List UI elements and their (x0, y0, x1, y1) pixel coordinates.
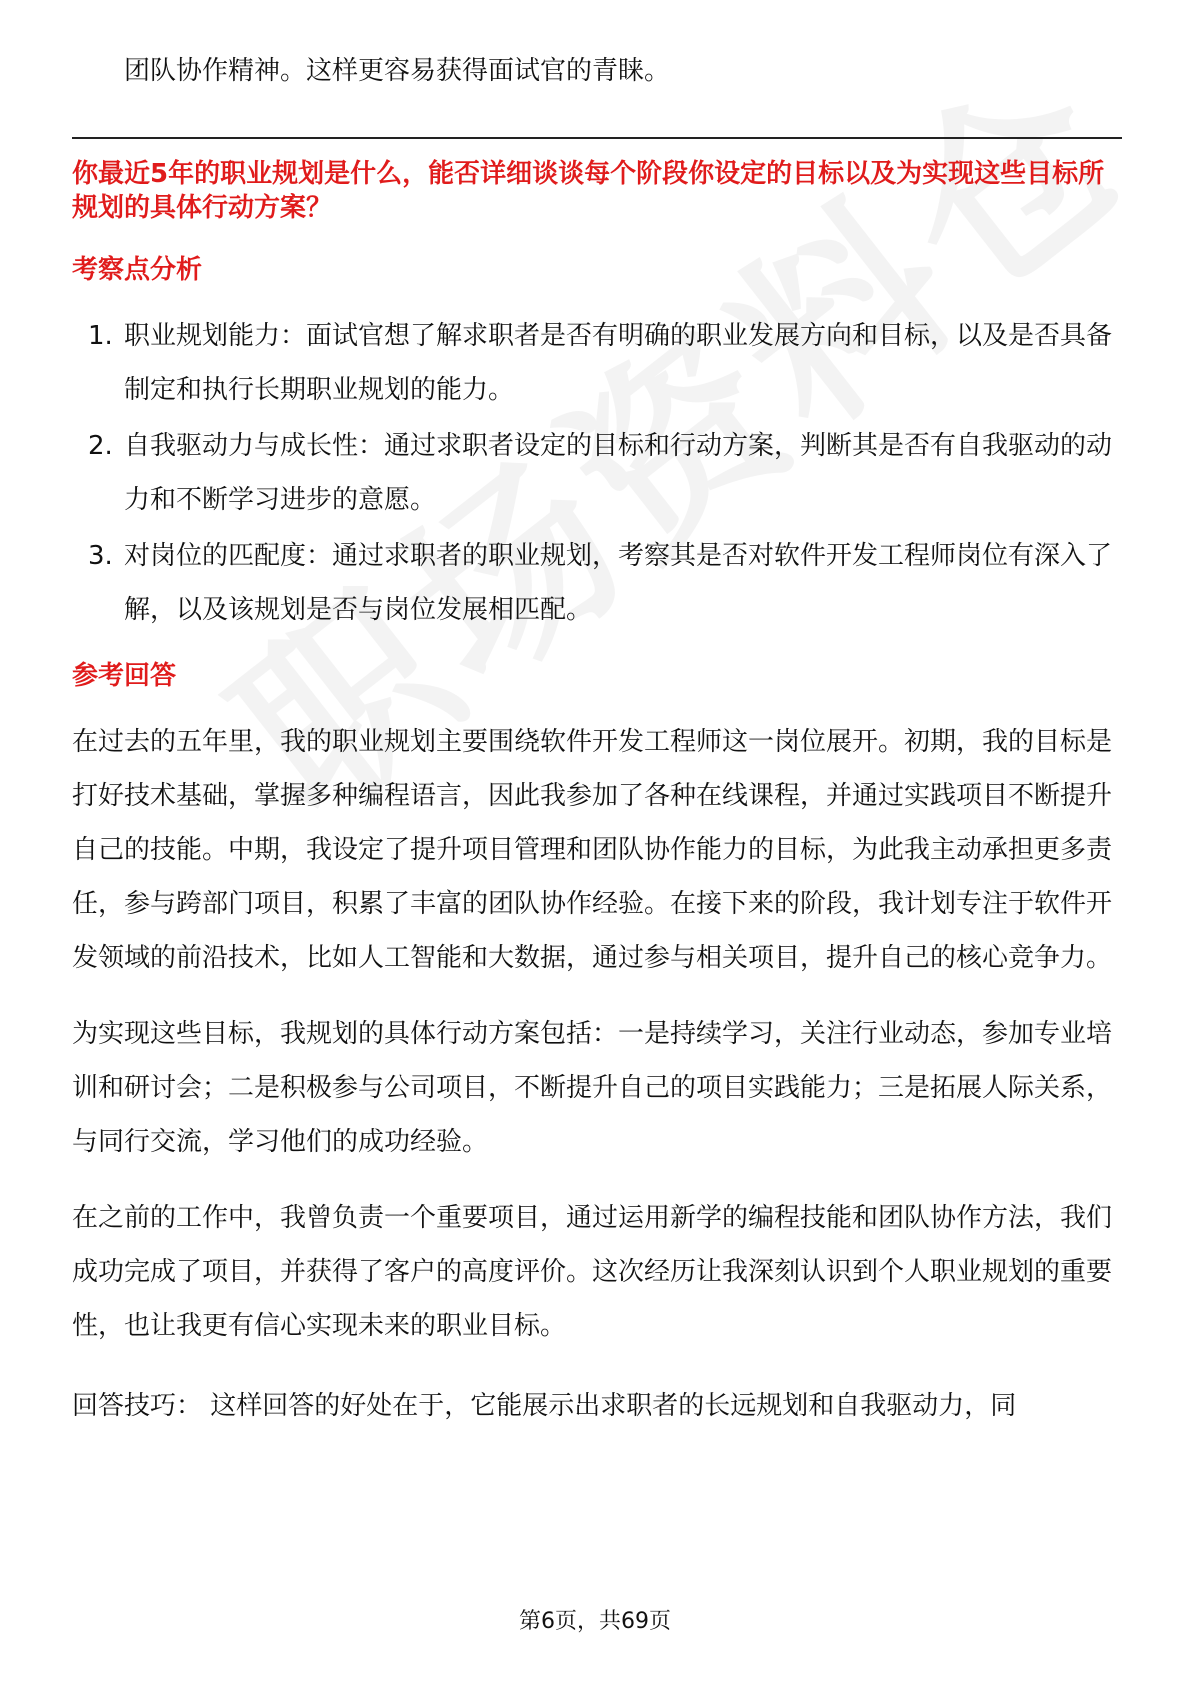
list-item-number: 3. (88, 541, 113, 571)
carryover-text: 团队协作精神。这样更容易获得面试官的青睐。 (124, 56, 671, 86)
list-item-text: 对岗位的匹配度：通过求职者的职业规划，考察其是否对软件开发工程师岗位有深入了解，以及该规划是否与岗位发展相匹配。 (124, 541, 1113, 625)
answer-paragraph: 在之前的工作中，我曾负责一个重要项目，通过运用新学的编程技能和团队协作方法，我们成功完成了项目，并获得了客户的高度评价。这次经历让我深刻认识到个人职业规划的重要性，也让我更有信心实现未来的职业目标。 (72, 1203, 1113, 1341)
list-item-number: 2. (88, 431, 113, 461)
list-item-text: 职业规划能力：面试官想了解求职者是否有明确的职业发展方向和目标，以及是否具备制定和执行长期职业规划的能力。 (124, 321, 1113, 405)
interview-question: 你最近5年的职业规划是什么，能否详细谈谈每个阶段你设定的目标以及为实现这些目标所规划的具体行动方案？ (72, 159, 1105, 223)
list-item-text: 自我驱动力与成长性：通过求职者设定的目标和行动方案，判断其是否有自我驱动的动力和不断学习进步的意愿。 (124, 431, 1113, 515)
answer-tips: 回答技巧： 这样回答的好处在于，它能展示出求职者的长远规划和自我驱动力，同 (72, 1391, 1017, 1421)
page-number: 第6页，共69页 (519, 1609, 671, 1634)
answer-paragraph: 在过去的五年里，我的职业规划主要围绕软件开发工程师这一岗位展开。初期，我的目标是打好技术基础，掌握多种编程语言，因此我参加了各种在线课程，并通过实践项目不断提升自己的技能。中期，我设定了提升项目管理和团队协作能力的目标，为此我主动承担更多责任，参与跨部门项目，积累了丰富的团队协作经验。在接下来的阶段，我计划专注于软件开发领域的前沿技术，比如人工智能和大数据，通过参与相关项目，提升自己的核心竞争力。 (72, 727, 1113, 973)
analysis-list (72, 309, 1122, 637)
analysis-heading: 考察点分析 (72, 255, 203, 285)
section-divider (72, 137, 1122, 139)
list-item-number: 1. (88, 321, 113, 351)
list-item (72, 309, 1122, 417)
answer-paragraph: 为实现这些目标，我规划的具体行动方案包括：一是持续学习，关注行业动态，参加专业培训和研讨会；二是积极参与公司项目，不断提升自己的项目实践能力；三是拓展人际关系，与同行交流，学习他们的成功经验。 (72, 1019, 1113, 1157)
document-page (72, 0, 1122, 1433)
list-item (72, 529, 1122, 637)
list-item (72, 419, 1122, 527)
answer-heading: 参考回答 (72, 661, 177, 691)
